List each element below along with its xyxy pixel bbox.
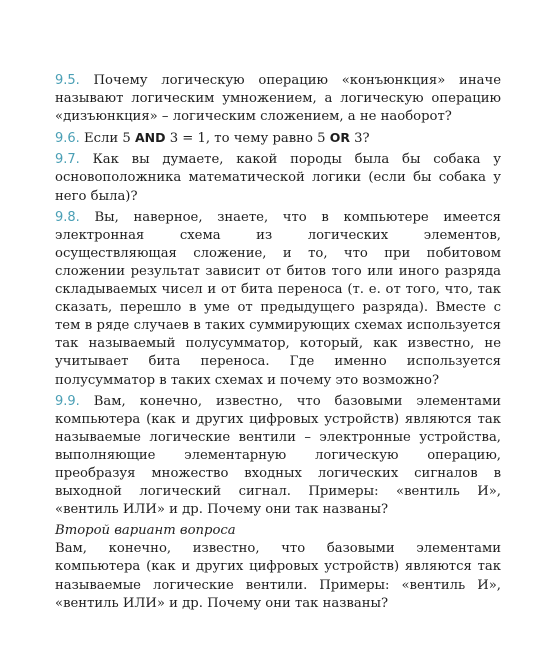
question-number: 9.5. [55, 73, 80, 88]
question-text: Как вы думаете, какой породы была бы собака у основоположника математической логики (если бы собака у него была)? [55, 152, 501, 204]
question-9-9 [55, 393, 501, 520]
question-9-5 [55, 72, 501, 126]
variant-text: Вам, конечно, известно, что базовыми элементами компьютера (как и других цифровых устройств) являются так называемые логические вентили. Примеры: «вентиль И», «вентиль ИЛИ» и др. Почему они так названы? [55, 541, 501, 611]
operator-or: OR [329, 130, 350, 146]
question-number: 9.6. [55, 131, 80, 147]
question-text: Почему логическую операцию «конъюнкция» иначе называют логическим умножением, а логическую операцию «дизъюнкция» – логическим сложением, а не наоборот? [55, 73, 501, 125]
question-9-6 [55, 129, 501, 148]
operator-and: AND [134, 130, 166, 146]
page-content [55, 72, 501, 613]
question-number: 9.8. [55, 209, 80, 225]
question-text: Вам, конечно, известно, что базовыми элементами компьютера (как и других цифровых устройств) являются так называемые логические вентили – электронные устройства, выполняющие элементарную логическую операцию, преобразуя множество входных логических сигналов в выходной логический сигнал. Примеры: «вентиль И», «вентиль ИЛИ» и др. Почему они так названы? [55, 393, 501, 518]
question-text-part: 3 = 1, то чему равно 5 [165, 131, 330, 147]
question-number: 9.7. [55, 152, 80, 168]
question-text: Вы, наверное, знаете, что в компьютере имеется электронная схема из логических элементов, осуществляющая сложение, и то, что при побитовом сложении результат зависит от битов того или иного разряда складываемых чисел и от бита переноса (т. е. от того, что, так сказать, перешло в уме от предыдущего разряда). Вместе с тем в ряде случаев в таких суммирующих схемах используется так называемый полусумматор, который, как известно, не учитывает бита переноса. Где именно используется полусумматор в таких схемах и почему это возможно? [55, 209, 501, 388]
variant-heading: Второй вариант вопроса [55, 523, 236, 539]
question-text-part: Если 5 [84, 131, 135, 147]
question-9-8 [55, 209, 501, 390]
question-text-part: 3? [349, 131, 370, 147]
question-number: 9.9. [55, 393, 80, 409]
question-9-7 [55, 151, 501, 205]
